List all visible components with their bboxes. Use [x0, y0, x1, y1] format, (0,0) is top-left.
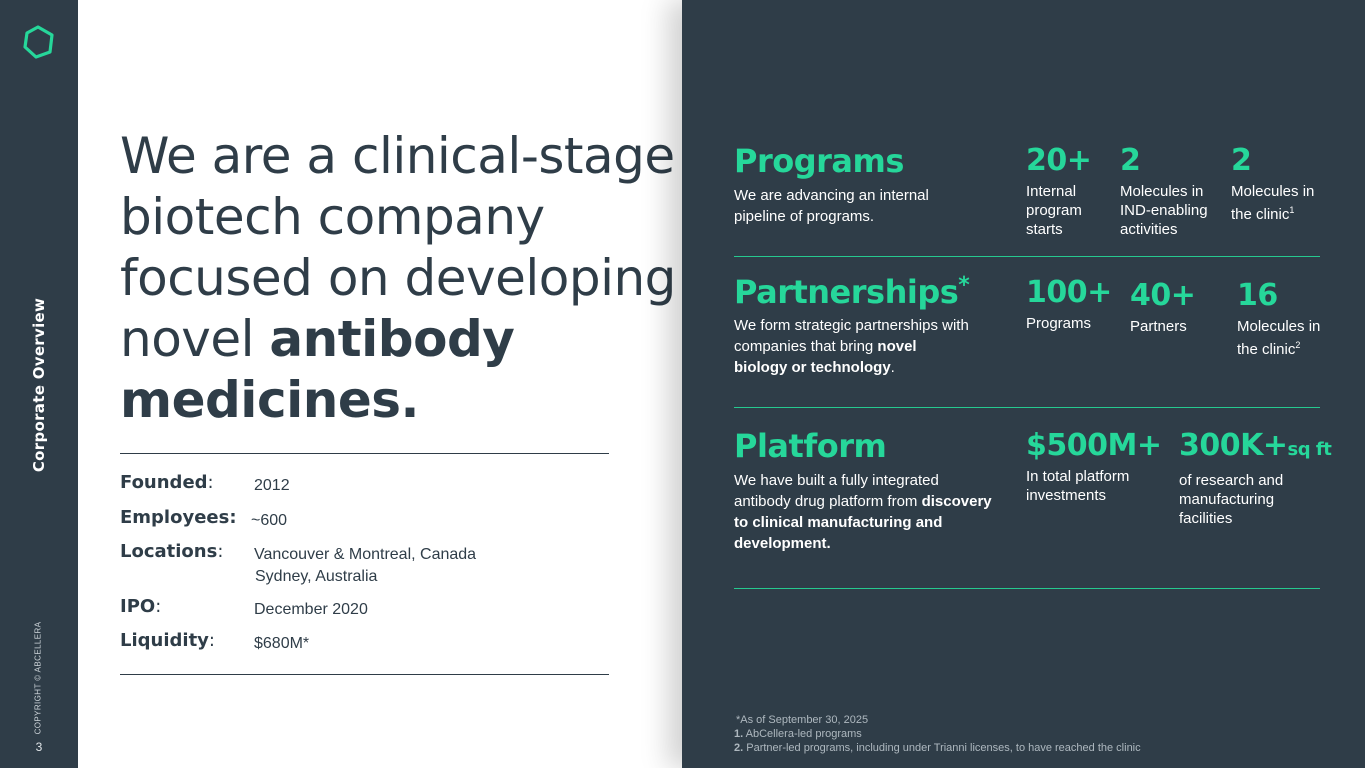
headline-line: biotech company	[120, 188, 545, 246]
divider-bottom	[120, 674, 609, 675]
stat-internal-starts	[1026, 144, 1114, 239]
headline-line	[120, 309, 680, 370]
stat-label: of research and manufacturing facilities	[1179, 472, 1284, 527]
programs-description: We are advancing an internal pipeline of programs.	[734, 187, 929, 225]
stat-facilities	[1179, 428, 1332, 528]
stat-molecules-clinic	[1231, 144, 1331, 224]
fact-label: Locations:	[120, 541, 224, 562]
headline	[120, 126, 680, 431]
platform-title: Platform	[734, 427, 887, 465]
footnote-1: 1. AbCellera-led programs	[734, 728, 862, 740]
fact-label: Liquidity:	[120, 630, 215, 651]
partnerships-description: We form strategic partnerships with companies that bring novel biology or technology.	[734, 317, 973, 376]
stat-label: Partners	[1130, 318, 1187, 335]
divider-programs	[734, 256, 1320, 257]
section-title: Corporate Overview	[30, 297, 48, 473]
fact-value: December 2020	[254, 601, 368, 618]
stat-partners	[1130, 279, 1226, 336]
fact-value: Sydney, Australia	[255, 568, 378, 585]
copyright-notice: COPYRIGHT © ABCELLERA	[33, 621, 43, 735]
divider-top	[120, 453, 609, 454]
stat-value: 2	[1231, 143, 1252, 178]
divider-platform	[734, 588, 1320, 589]
fact-value: $680M*	[254, 635, 310, 652]
divider-partnerships	[734, 407, 1320, 408]
stat-value: 100+	[1026, 275, 1112, 310]
footnote-marker: 2	[1295, 340, 1301, 350]
footnote-asof: *As of September 30, 2025	[736, 714, 869, 726]
stat-value: $500M+	[1026, 428, 1162, 463]
footnote-marker: 1	[1289, 205, 1295, 215]
stat-label: Molecules in IND-enabling activities	[1120, 183, 1208, 238]
headline-line: We are a clinical-stage	[120, 127, 675, 185]
stat-label: Molecules in the clinic$^1$	[1231, 183, 1315, 223]
stat-label: Internal program starts	[1026, 183, 1082, 238]
stat-label: Molecules in the clinic$^2$	[1237, 318, 1321, 358]
footnote-2: 2. Partner-led programs, including under Trianni licenses, to have reached the clinic	[734, 742, 1141, 754]
fact-label: IPO:	[120, 596, 162, 617]
platform-description: We have built a fully integrated antibody drug platform from discovery to clinical manufacturing and development.	[734, 472, 992, 552]
fact-value: 2012	[254, 477, 290, 494]
stat-partner-clinic	[1237, 279, 1333, 359]
fact-value: ~600	[251, 512, 288, 529]
programs-title: Programs	[734, 142, 904, 180]
stat-value: 20+	[1026, 143, 1092, 178]
stat-value: 16	[1237, 278, 1278, 313]
headline-emphasis: antibody	[269, 310, 515, 368]
page-number: 3	[35, 740, 43, 754]
stat-value: 40+	[1130, 278, 1196, 313]
partnerships-title: Partnerships*	[734, 273, 970, 311]
stat-label: In total platform investments	[1026, 468, 1130, 504]
sidebar	[0, 0, 78, 768]
headline-text: novel	[120, 310, 270, 368]
stat-value: 2	[1120, 143, 1141, 178]
stat-value: 300K+sq ft	[1179, 428, 1332, 463]
headline-line: focused on developing	[120, 249, 676, 307]
headline-emphasis: medicines.	[120, 371, 419, 429]
stat-platform-investments	[1026, 429, 1166, 505]
stat-label: Programs	[1026, 315, 1092, 332]
fact-value: Vancouver & Montreal, Canada	[254, 546, 477, 563]
highlights-panel	[682, 0, 1365, 768]
hexagon-logo-icon	[20, 24, 56, 60]
footnotes	[734, 713, 1141, 755]
fact-label: Employees:	[120, 507, 237, 528]
stat-ind-enabling	[1120, 144, 1224, 239]
stat-partner-programs	[1026, 276, 1122, 333]
fact-label: Founded:	[120, 472, 214, 493]
